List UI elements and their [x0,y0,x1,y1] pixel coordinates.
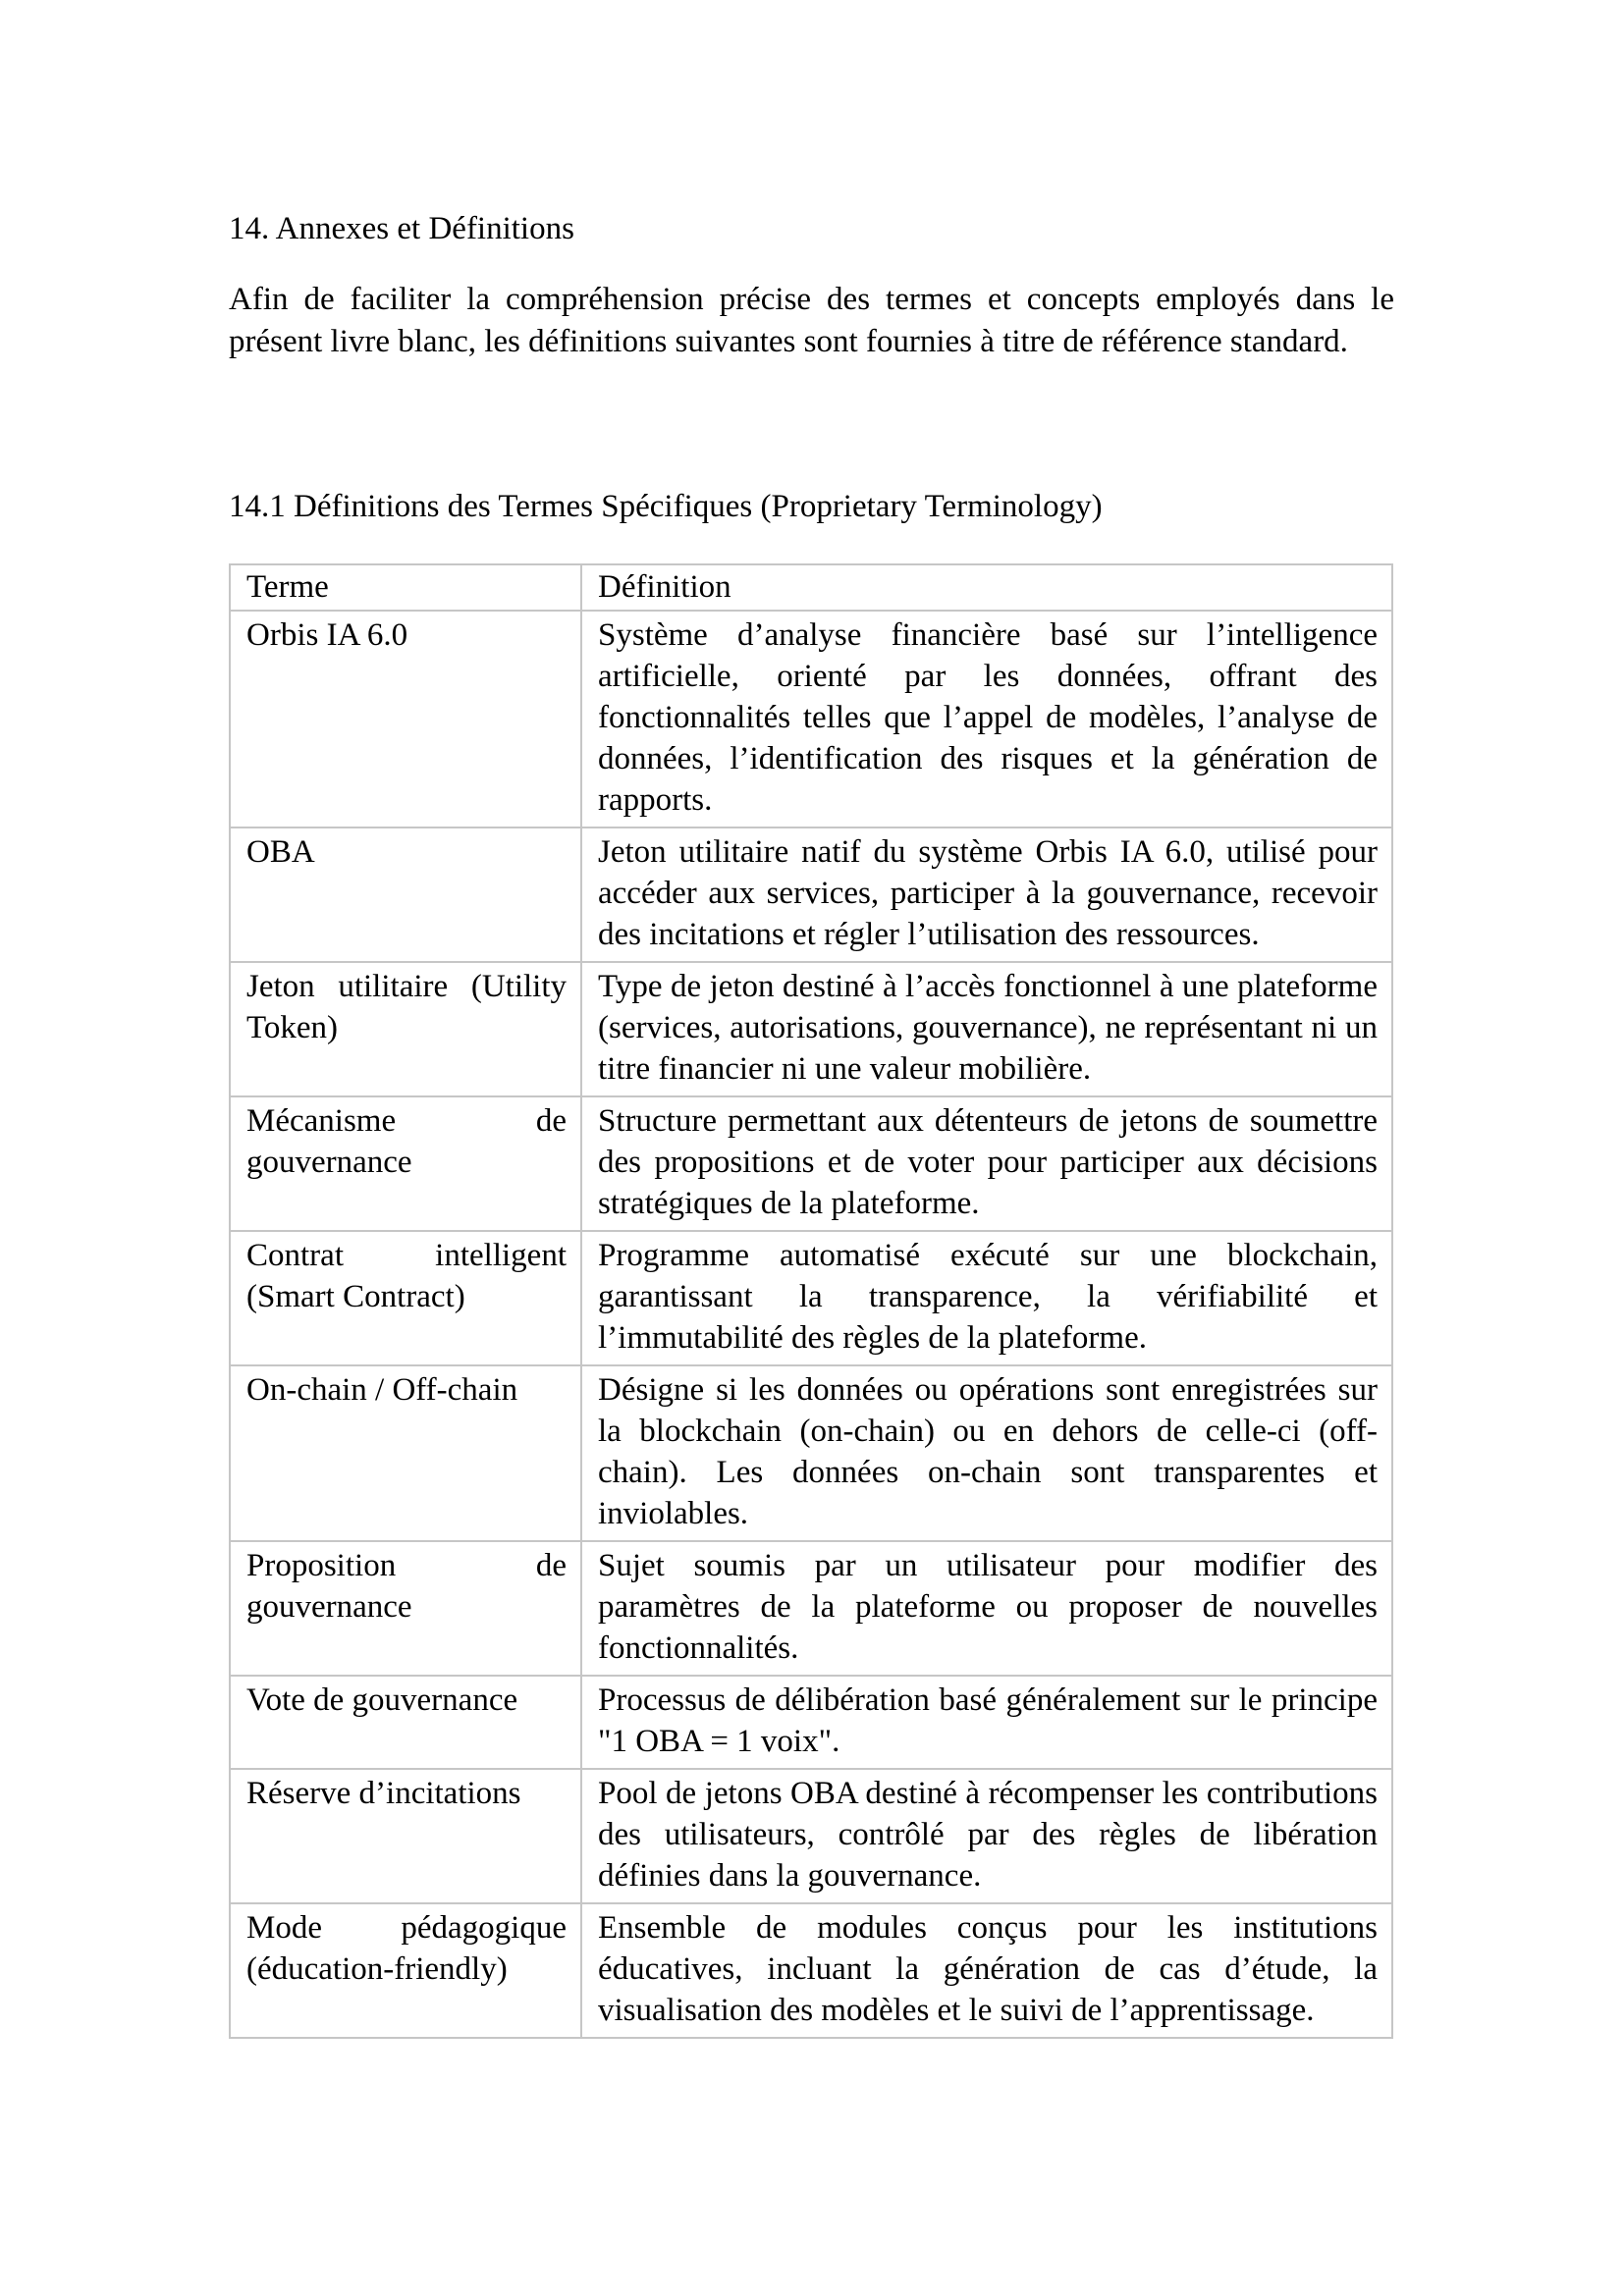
table-row [230,1231,1392,1365]
intro-paragraph: Afin de faciliter la compréhension précise des termes et concepts employés dans le présent livre blanc, les définitions suivantes sont fournies à titre de référence standard. [229,282,1394,359]
term-cell: Réserve d’incitations [230,1769,581,1903]
table-row [230,611,1392,828]
page-content [229,208,1394,2039]
section-title: 14. Annexes et Définitions [229,211,574,246]
definition-cell: Ensemble de modules conçus pour les institutions éducatives, incluant la génération de cas d’étude, la visualisation des modèles et le suivi de l’apprentissage. [581,1903,1392,2038]
table-row [230,1676,1392,1769]
term-cell: Contrat intelligent (Smart Contract) [230,1231,581,1365]
table-header-term: Terme [230,564,581,611]
term-cell: Proposition de gouvernance [230,1541,581,1676]
definitions-table [229,563,1393,2039]
term-cell: Orbis IA 6.0 [230,611,581,828]
term-cell: On-chain / Off-chain [230,1365,581,1541]
definition-cell: Type de jeton destiné à l’accès fonctionnel à une plateforme (services, autorisations, gouvernance), ne représentant ni un titre financier ni une valeur mobilière. [581,962,1392,1096]
definition-cell: Système d’analyse financière basé sur l’intelligence artificielle, orienté par les données, offrant des fonctionnalités telles que l’appel de modèles, l’analyse de données, l’identification des risques et la génération de rapports. [581,611,1392,828]
definition-cell: Jeton utilitaire natif du système Orbis IA 6.0, utilisé pour accéder aux services, participer à la gouvernance, recevoir des incitations et régler l’utilisation des ressources. [581,828,1392,962]
table-header-row [230,564,1392,611]
table-row [230,828,1392,962]
term-cell: Vote de gouvernance [230,1676,581,1769]
table-row [230,962,1392,1096]
table-row [230,1365,1392,1541]
table-row [230,1096,1392,1231]
definition-cell: Sujet soumis par un utilisateur pour modifier des paramètres de la plateforme ou proposer de nouvelles fonctionnalités. [581,1541,1392,1676]
term-cell: OBA [230,828,581,962]
term-cell: Mode pédagogique (éducation-friendly) [230,1903,581,2038]
term-cell: Jeton utilitaire (Utility Token) [230,962,581,1096]
table-row [230,1769,1392,1903]
term-cell: Mécanisme de gouvernance [230,1096,581,1231]
subsection-title: 14.1 Définitions des Termes Spécifiques (Proprietary Terminology) [229,489,1103,524]
table-header-definition: Définition [581,564,1392,611]
definition-cell: Structure permettant aux détenteurs de jetons de soumettre des propositions et de voter pour participer aux décisions stratégiques de la plateforme. [581,1096,1392,1231]
table-row [230,1903,1392,2038]
definition-cell: Pool de jetons OBA destiné à récompenser les contributions des utilisateurs, contrôlé par des règles de libération définies dans la gouvernance. [581,1769,1392,1903]
definition-cell: Programme automatisé exécuté sur une blockchain, garantissant la transparence, la vérifiabilité et l’immutabilité des règles de la plateforme. [581,1231,1392,1365]
definition-cell: Processus de délibération basé généralement sur le principe "1 OBA = 1 voix". [581,1676,1392,1769]
definition-cell: Désigne si les données ou opérations sont enregistrées sur la blockchain (on-chain) ou en dehors de celle-ci (off-chain). Les données on-chain sont transparentes et inviolables. [581,1365,1392,1541]
table-row [230,1541,1392,1676]
